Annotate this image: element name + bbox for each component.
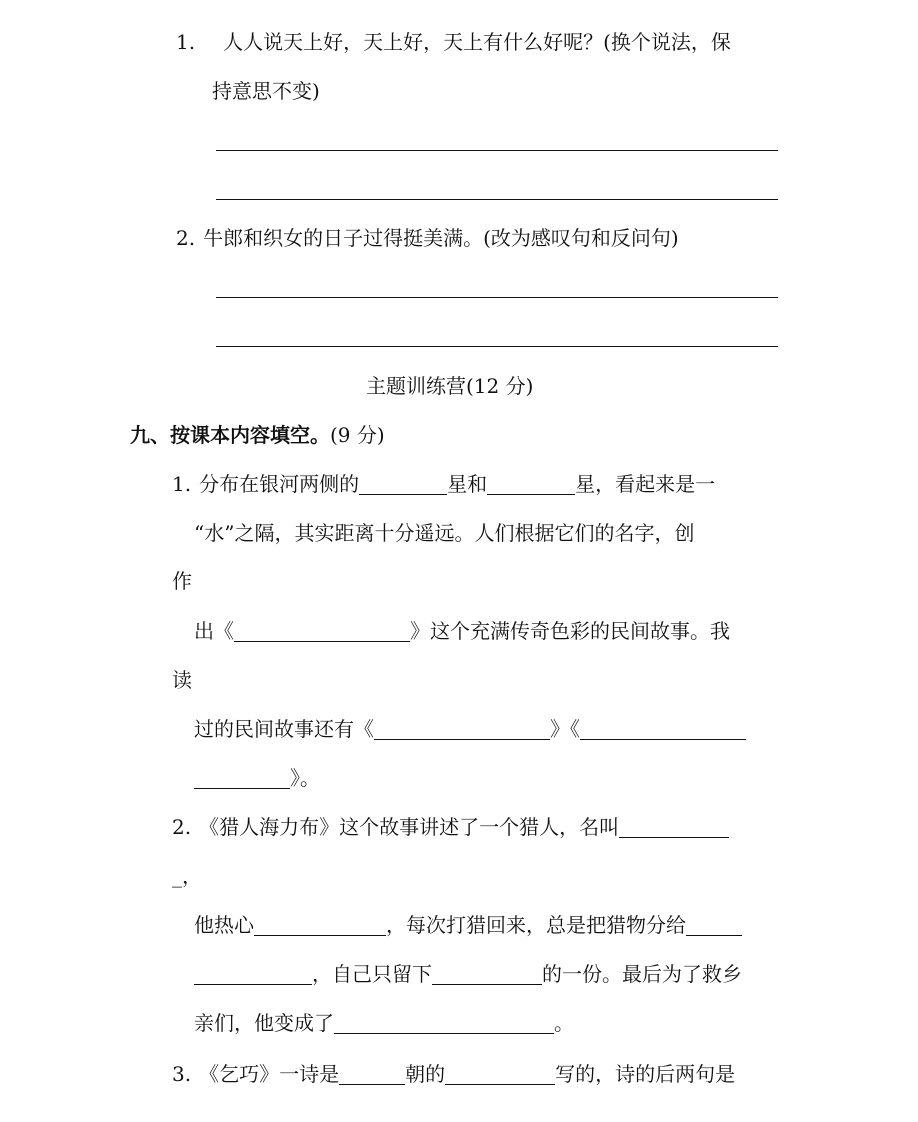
blank-became[interactable] — [334, 1011, 554, 1034]
blank-share-to-cont[interactable] — [194, 962, 312, 985]
q9-item2-line2: _， — [172, 864, 202, 888]
q8-item2 — [176, 224, 679, 252]
q8-item1-number: 1. — [176, 30, 196, 54]
q9-item2-text: 他热心 — [194, 913, 254, 937]
q9-item3-number: 3. — [172, 1062, 192, 1086]
answer-line[interactable] — [216, 150, 778, 151]
q9-item3-line1 — [172, 1060, 735, 1088]
blank-star2[interactable] — [487, 472, 575, 495]
q9-item3-text: 《乞巧》一诗是 — [199, 1062, 340, 1086]
q9-heading-text: 九、按课本内容填空。 — [130, 423, 330, 447]
q9-item1-line4 — [194, 617, 730, 645]
q9-item1-text: 》《 — [550, 717, 580, 741]
answer-line[interactable] — [216, 346, 778, 347]
q9-item1-line2: “水”之隔，其实距离十分遥远。人们根据它们的名字，创 — [194, 521, 695, 545]
q9-item2-line1 — [172, 813, 729, 841]
q9-item1-line5: 读 — [172, 668, 192, 692]
blank-share-to[interactable] — [686, 913, 742, 936]
q9-item1-text: 过的民间故事还有《 — [194, 717, 374, 741]
q9-heading — [130, 421, 385, 449]
q8-item1-line2: 持意思不变) — [212, 79, 320, 103]
q9-item2-line5 — [194, 1009, 574, 1037]
q9-item2-text: 。 — [554, 1011, 574, 1035]
answer-line[interactable] — [216, 199, 778, 200]
q9-item1-line3: 作 — [172, 569, 192, 593]
q8-item1-line1 — [176, 28, 731, 56]
blank-folktale2[interactable] — [580, 717, 746, 740]
blank-poet[interactable] — [445, 1062, 555, 1085]
q9-item1-text: 星和 — [447, 472, 488, 496]
q9-item1-text: 星，看起来是一 — [575, 472, 716, 496]
blank-story-title[interactable] — [234, 619, 410, 642]
q9-item2-line3 — [194, 911, 742, 939]
q8-item1-text: 人人说天上好，天上好，天上有什么好呢？(换个说法，保 — [223, 30, 731, 54]
q9-item2-text: 《猎人海力布》这个故事讲述了一个猎人，名叫 — [199, 815, 620, 839]
q8-item2-text: 牛郎和织女的日子过得挺美满。(改为感叹句和反问句) — [203, 226, 679, 250]
q9-item3-text: 朝的 — [405, 1062, 446, 1086]
q9-item2-text: ，每次打猎回来，总是把猎物分给 — [386, 913, 686, 937]
q9-item1-number: 1. — [172, 472, 192, 496]
q9-item2-text: 亲们，他变成了 — [194, 1011, 334, 1035]
q9-item3-text: 写的，诗的后两句是 — [555, 1062, 736, 1086]
q9-item1-text: 》。 — [290, 766, 320, 790]
blank-hunter-name[interactable] — [619, 815, 729, 838]
q9-item2-text: ，自己只留下 — [312, 962, 432, 986]
blank-dynasty[interactable] — [339, 1062, 405, 1085]
blank-star1[interactable] — [359, 472, 447, 495]
blank-folktale1[interactable] — [374, 717, 550, 740]
blank-keep[interactable] — [432, 962, 542, 985]
q9-item2-text: 的一份。最后为了救乡 — [542, 962, 742, 986]
q9-item1-line6 — [194, 715, 746, 743]
q9-item2-number: 2. — [172, 815, 192, 839]
q9-item1-line1 — [172, 470, 715, 498]
q9-item1-text: 》这个充满传奇色彩的民间故事。我 — [410, 619, 730, 643]
q9-item1-text: 出《 — [194, 619, 234, 643]
q9-score: (9 分) — [330, 423, 385, 447]
q9-item1-line7 — [194, 764, 320, 792]
blank-folktale2-cont[interactable] — [194, 766, 290, 789]
section-title: 主题训练营(12 分) — [366, 374, 534, 398]
blank-helpful[interactable] — [254, 913, 386, 936]
q9-item1-text: 分布在银河两侧的 — [199, 472, 360, 496]
q9-item2-line4 — [194, 960, 742, 988]
q8-item2-number: 2. — [176, 226, 196, 250]
answer-line[interactable] — [216, 297, 778, 298]
